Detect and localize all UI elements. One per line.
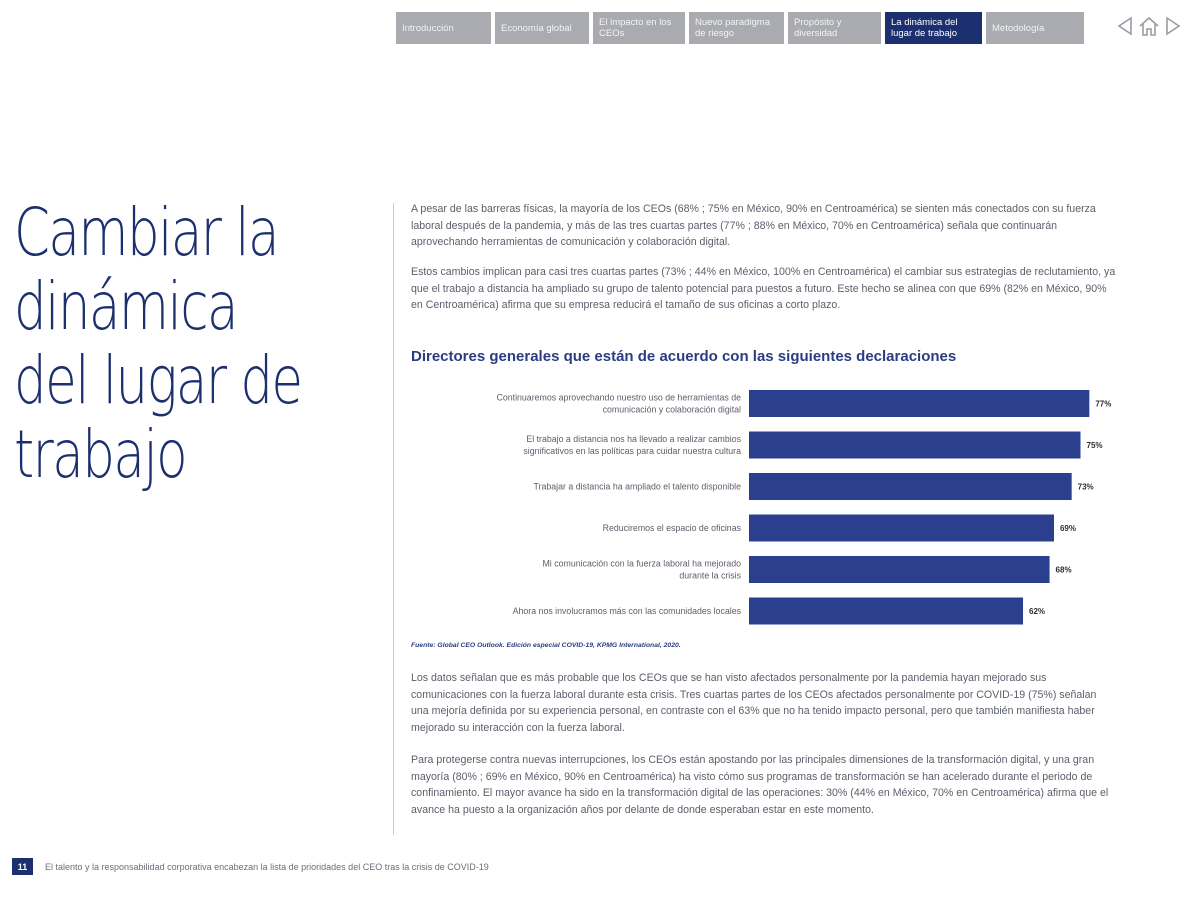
value-label-6: 62% (1029, 607, 1046, 616)
page-number: 11 (12, 858, 33, 875)
value-label-3: 73% (1077, 482, 1094, 492)
back-arrow-icon[interactable] (1115, 15, 1135, 37)
body-paragraph: Los datos señalan que es más probable que los CEOs que se han visto afectados personalmente por la pandemia hayan mejorado sus comunicaciones con la fuerza laboral durante esta crisis. Tres cuartas partes de los CEOs afectados personalmente por COVID-19 (75%) señalan una mejoría definida por su experiencia personal, en contraste con el 63% que no ha tenido impacto personal, pero que también manifiesta haber mejorado su interacción con la fuerza laboral. (411, 672, 1097, 734)
body-paragraph: A pesar de las barreras físicas, la mayoría de los CEOs (68% ; 75% en México, 90% en Centroamérica) se sienten más conectados con su fuerza laboral después de la pandemia, y más de las tres cuartas partes (77% ; 88% en México, 70% en Centroamérica) señala que continuarán aprovechando herramientas de comunicación y colaboración digital. (411, 203, 1096, 248)
tab-impacto-ceos[interactable]: El impacto en los CEOs (593, 12, 685, 44)
category-label-6: Ahora nos involucramos más con las comunidades locales (512, 606, 741, 616)
bar-2 (749, 432, 1081, 459)
body-paragraph: Para protegerse contra nuevas interrupciones, los CEOs están apostando por las principales dimensiones de la transformación digital, y una gran mayoría (80% ; 69% en México, 90% en Centroamérica) ha visto cómo sus programas de transformación se han acelerado durante el periodo de confinamiento. El mayor avance ha sido en la transformación digital de las operaciones: 30% (44% en México, 70% en Centroamérica) afirma que el avance ha puesto a la organización años por delante de donde esperaban estar en este momento. (411, 754, 1109, 816)
value-label-5: 68% (1055, 565, 1072, 575)
category-label-3: Trabajar a distancia ha ampliado el talento disponible (533, 481, 741, 492)
forward-arrow-icon[interactable] (1163, 15, 1183, 37)
title-line: Cambiar la (14, 194, 278, 271)
chart-source: Fuente: Global CEO Outlook. Edición especial COVID-19, KPMG International, 2020. (411, 642, 681, 649)
page-nav-icons (1115, 14, 1183, 38)
body-paragraph: Estos cambios implican para casi tres cuartas partes (73% ; 44% en México, 100% en Centroamérica) el cambiar sus estrategias de reclutamiento, ya que el trabajo a distancia ha ampliado su grupo de talento potencial para puestos a futuro. Este hecho se alinea con que 69% (82% en México, 90% en Centroamérica) afirma que su empresa reducirá el tamaño de sus oficinas a corto plazo. (411, 266, 1116, 311)
title-line: dinámica (14, 268, 237, 345)
bar-5 (749, 556, 1050, 583)
title-line: trabajo (14, 416, 187, 493)
page-title (14, 194, 302, 493)
bar-4 (749, 515, 1054, 542)
value-label-1: 77% (1095, 399, 1112, 409)
title-line: del lugar de (14, 342, 302, 419)
tab-dinamica-lugar-trabajo[interactable]: La dinámica del lugar de trabajo (885, 12, 982, 44)
tab-proposito-diversidad[interactable]: Propósito y diversidad (788, 12, 881, 44)
bar-3 (749, 473, 1072, 500)
bar-6 (749, 598, 1023, 625)
value-label-4: 69% (1059, 524, 1076, 533)
tab-economia-global[interactable]: Economía global (495, 12, 589, 44)
section-nav (396, 12, 1084, 44)
value-label-2: 75% (1086, 441, 1103, 450)
bar-1 (749, 390, 1089, 417)
tab-nuevo-paradigma[interactable]: Nuevo paradigma de riesgo (689, 12, 784, 44)
category-label-5: Mi comunicación con la fuerza laboral ha mejorado durante la crisis (542, 558, 741, 581)
chart-title: Directores generales que están de acuerdo con las siguientes declaraciones (411, 348, 957, 365)
bar-chart (400, 385, 1120, 635)
tab-introduccion[interactable]: Introducción (396, 12, 491, 44)
tab-metodologia[interactable]: Metodología (986, 12, 1084, 44)
category-label-4: Reduciremos el espacio de oficinas (602, 523, 741, 533)
footer-text: El talento y la responsabilidad corporativa encabezan la lista de prioridades del CEO tras la crisis de COVID-19 (45, 862, 489, 872)
category-label-2: El trabajo a distancia nos ha llevado a realizar cambios significativos en las políticas para cuidar nuestra cultura (523, 434, 741, 456)
column-divider (393, 203, 394, 835)
category-label-1: Continuaremos aprovechando nuestro uso de herramientas de comunicación y colaboración digital (496, 392, 741, 415)
home-icon[interactable] (1137, 14, 1161, 38)
